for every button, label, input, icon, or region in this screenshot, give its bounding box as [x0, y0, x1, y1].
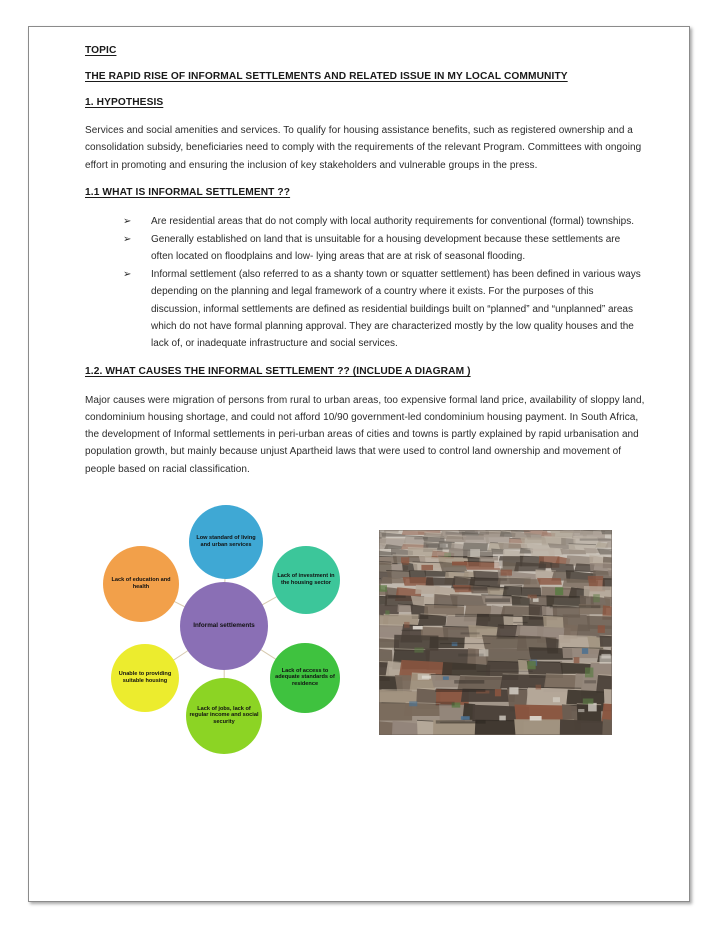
topic-label-text: TOPIC: [85, 45, 117, 56]
list-item: [123, 231, 645, 265]
diagram-node-top-left: [103, 546, 179, 622]
diagram-center-label: Informal settlements: [193, 621, 255, 629]
alley-shadow: [455, 614, 489, 617]
alley-shadow: [584, 680, 596, 683]
list-item: [123, 266, 645, 352]
page-title: [85, 71, 645, 84]
informal-settlements-bubble-diagram: [93, 498, 365, 750]
alley-shadow: [436, 720, 486, 723]
section-heading-1-text: 1. HYPOTHESIS: [85, 96, 164, 108]
arrow-bullet-icon: ➢: [123, 233, 132, 245]
settlement-detail: [413, 626, 423, 630]
alley-shadow: [497, 636, 540, 638]
diagram-center-node: [180, 582, 268, 670]
settlement-detail: [530, 716, 542, 721]
settlement-detail: [593, 594, 600, 602]
alley-shadow: [461, 632, 480, 634]
shack-roof: [602, 719, 612, 735]
diagram-node-label: Lack of jobs, lack of regular income and social security: [189, 705, 259, 726]
settlement-detail: [421, 565, 433, 570]
settlement-detail: [385, 610, 389, 614]
diagram-node-label: Unable to providing suitable housing: [118, 670, 172, 684]
alley-shadow: [388, 595, 406, 597]
section-heading-1-1: [85, 187, 645, 200]
list-item-text: Informal settlement (also referred to as a shanty town or squatter settlement) has been defined in various ways depending on the planning and legal framework of a country where it exists. For the purposes of this discussion, informal settlements are defined as residential buildings built on “planned” and “unplanned” areas which do not have formal planning approval. They are characterized mostly by the low quality houses and the lack of, or inadequate infrastructure and social services.: [151, 269, 641, 349]
settlement-detail: [495, 689, 501, 696]
settlement-detail: [582, 648, 588, 654]
shack-roof: [395, 675, 412, 692]
settlement-detail: [409, 701, 417, 706]
arrow-bullet-icon: ➢: [123, 215, 132, 227]
alley-shadow: [458, 653, 483, 656]
settlement-detail: [414, 647, 423, 652]
settlement-detail: [461, 716, 470, 720]
definition-bullet-list: [85, 213, 645, 353]
informal-settlement-photo: [379, 530, 612, 735]
settlement-detail: [418, 674, 430, 680]
shack-roof: [537, 578, 562, 585]
list-item-text: Generally established on land that is unsuitable for a housing development because these settlements are often located on floodplains and low- lying areas that are at risk of seasonal flooding.: [151, 233, 621, 262]
section-heading-1-1-text: 1.1 WHAT IS INFORMAL SETTLEMENT ??: [85, 186, 291, 198]
settlement-detail: [574, 657, 580, 663]
causes-paragraph: Major causes were migration of persons from rural to urban areas, too expensive formal land price, availability of sloppy land, condominium housing shortage, and could not afford 10/90 government-led condominium housing payment. In South Africa, the development of Informal settlements in peri-urban areas of cities and towns is partly explained by rapid urbanisation and population growth, but mainly because unjust Apartheid laws that were used to control land ownership and movement of people based on racial classification.: [85, 394, 645, 475]
section-heading-1-2: [85, 366, 645, 379]
settlement-detail: [402, 561, 408, 565]
diagram-node-label: Low standard of living and urban services: [196, 534, 256, 548]
horizon-haze: [379, 530, 612, 556]
alley-shadow: [401, 629, 421, 630]
settlement-detail: [499, 715, 506, 720]
list-item-text: Are residential areas that do not comply with local authority requirements for conventional (formal) townships.: [151, 215, 635, 227]
arrow-bullet-icon: ➢: [123, 269, 132, 281]
figure-row: [85, 492, 645, 754]
diagram-node-bottom: [186, 678, 262, 754]
settlement-detail: [578, 709, 584, 712]
shack-roof: [522, 615, 546, 626]
settlement-detail: [404, 622, 409, 628]
diagram-node-bottom-left: [111, 644, 179, 712]
list-item: [123, 213, 645, 230]
settlement-detail: [533, 598, 539, 602]
settlement-photo-graphic: [379, 530, 612, 735]
hypothesis-paragraph: Services and social amenities and services. To qualify for housing assistance benefits, such as registered ownership and a consolidation subsidy, beneficiaries need to comply with the requirements of the relevant Program. Committees with ongoing effort in promoting and ensuring the inclusion of key stakeholders and vulnerable groups in the press.: [85, 125, 642, 171]
alley-shadow: [477, 671, 533, 672]
settlement-detail: [583, 698, 594, 704]
diagram-node-top-right: [272, 546, 340, 614]
settlement-detail: [585, 667, 593, 677]
shack-roof: [600, 635, 612, 647]
settlement-detail: [588, 576, 603, 580]
document-body: [85, 45, 645, 754]
shack-roof: [429, 636, 464, 647]
alley-shadow: [435, 689, 485, 692]
settlement-detail: [527, 661, 535, 669]
settlement-detail: [494, 560, 502, 568]
topic-label: [85, 45, 645, 58]
shack-roof: [523, 579, 541, 588]
alley-shadow: [485, 598, 510, 602]
diagram-node-label: Lack of access to adequate standards of residence: [275, 667, 335, 688]
alley-shadow: [550, 605, 601, 608]
settlement-detail: [536, 684, 542, 689]
settlement-detail: [553, 697, 560, 702]
alley-shadow: [436, 701, 455, 705]
diagram-node-bottom-right: [270, 643, 340, 713]
alley-shadow: [454, 680, 484, 684]
section-heading-1-2-text: 1.2. WHAT CAUSES THE INFORMAL SETTLEMENT ?? (INCLUDE A DIAGRAM ): [85, 366, 471, 378]
settlement-detail: [443, 676, 449, 680]
settlement-detail: [528, 594, 537, 598]
settlement-detail: [379, 585, 387, 592]
settlement-detail: [509, 687, 518, 694]
shack-roof: [426, 577, 456, 585]
page-title-text: THE RAPID RISE OF INFORMAL SETTLEMENTS AND RELATED ISSUE IN MY LOCAL COMMUNITY: [85, 70, 568, 82]
section-heading-1: [85, 97, 645, 110]
document-page: [28, 26, 690, 902]
diagram-node-label: Lack of education and health: [111, 576, 171, 590]
alley-shadow: [440, 643, 490, 644]
settlement-detail: [598, 625, 605, 633]
settlement-detail: [452, 642, 458, 646]
settlement-detail: [555, 587, 563, 595]
settlement-detail: [452, 561, 467, 565]
diagram-node-top: [189, 505, 263, 579]
alley-shadow: [513, 622, 527, 623]
diagram-node-label: Lack of investment in the housing sector: [277, 572, 335, 586]
settlement-detail: [601, 654, 610, 659]
settlement-detail: [501, 569, 512, 575]
alley-shadow: [453, 587, 509, 590]
